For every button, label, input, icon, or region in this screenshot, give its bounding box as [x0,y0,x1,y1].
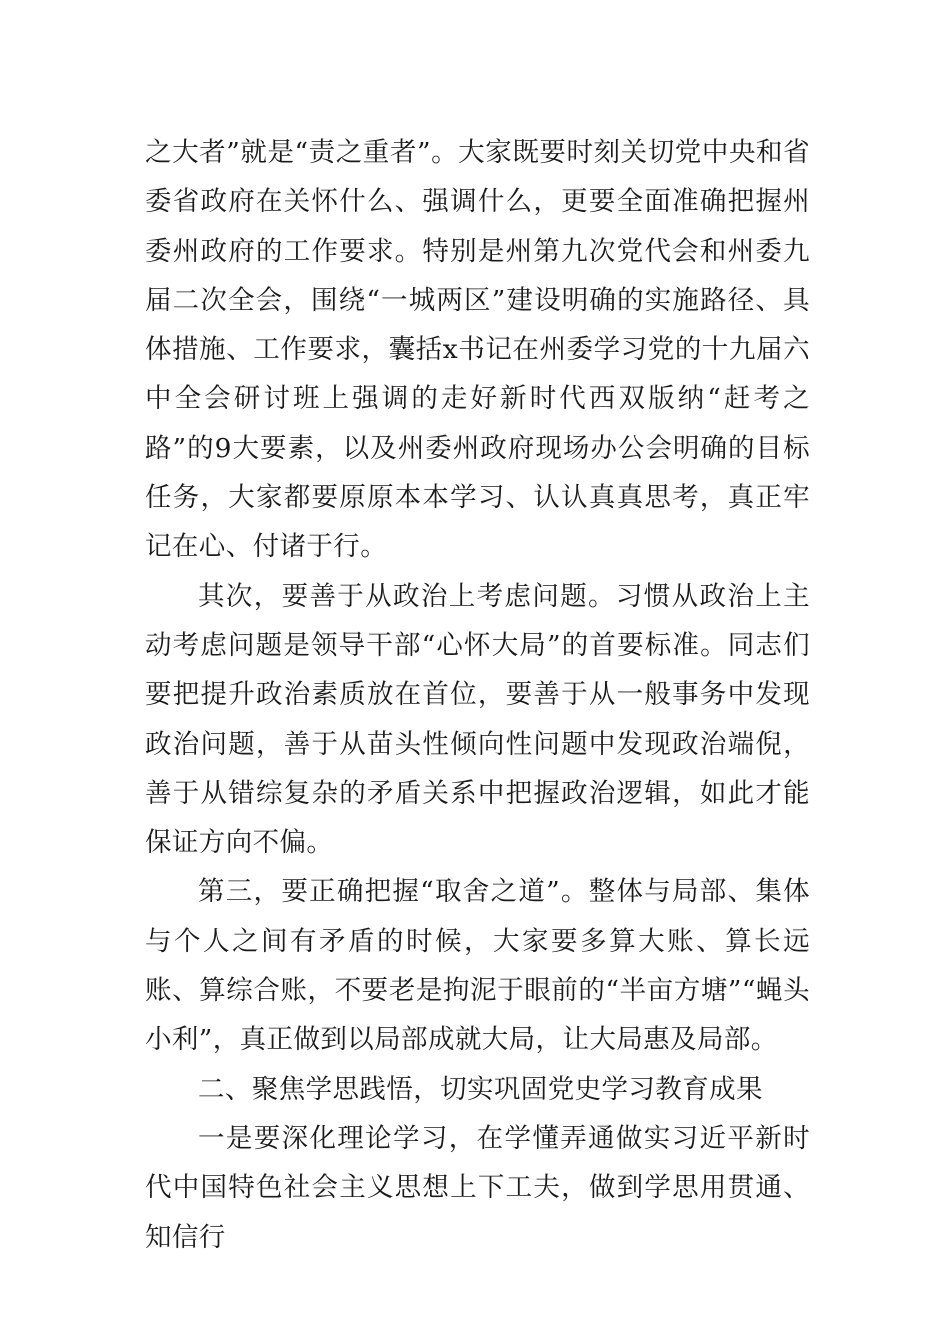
paragraph-second-point: 其次，要善于从政治上考虑问题。习惯从政治上主动考虑问题是领导干部“心怀大局”的首要标准。同志们要把提升政治素质放在首位，要善于从一般事务中发现政治问题，善于从苗头性倾向性问题中发现政治端倪，善于从错综复杂的矛盾关系中把握政治逻辑，如此才能保证方向不偏。 [145,580,810,859]
paragraph-continuation: 之大者”就是“责之重者”。大家既要时刻关切党中央和省委省政府在关怀什么、强调什么，更要全面准确把握州委州政府的工作要求。特别是州第九次党代会和州委九届二次全会，围绕“一城两区”建设明确的实施路径、具体措施、工作要求，囊括x书记在州委学习党的十九届六中全会研讨班上强调的走好新时代西双版纳“赶考之路”的9大要素，以及州委州政府现场办公会明确的目标任务，大家都要原原本本学习、认认真真思考，真正牢记在心、付诸于行。 [145,137,810,563]
paragraph-third-point: 第三，要正确把握“取舍之道”。整体与局部、集体与个人之间有矛盾的时候，大家要多算大账、算长远账、算综合账，不要老是拘泥于眼前的“半亩方塘”“蝇头小利”，真正做到以局部成就大局，让大局惠及局部。 [145,876,810,1056]
paragraph-first-measure: 一是要深化理论学习，在学懂弄通做实习近平新时代中国特色社会主义思想上下工夫，做到学思用贯通、知信行 [145,1122,810,1253]
document-body [145,128,810,1262]
section-heading: 二、聚焦学思践悟，切实巩固党史学习教育成果 [198,1073,763,1105]
